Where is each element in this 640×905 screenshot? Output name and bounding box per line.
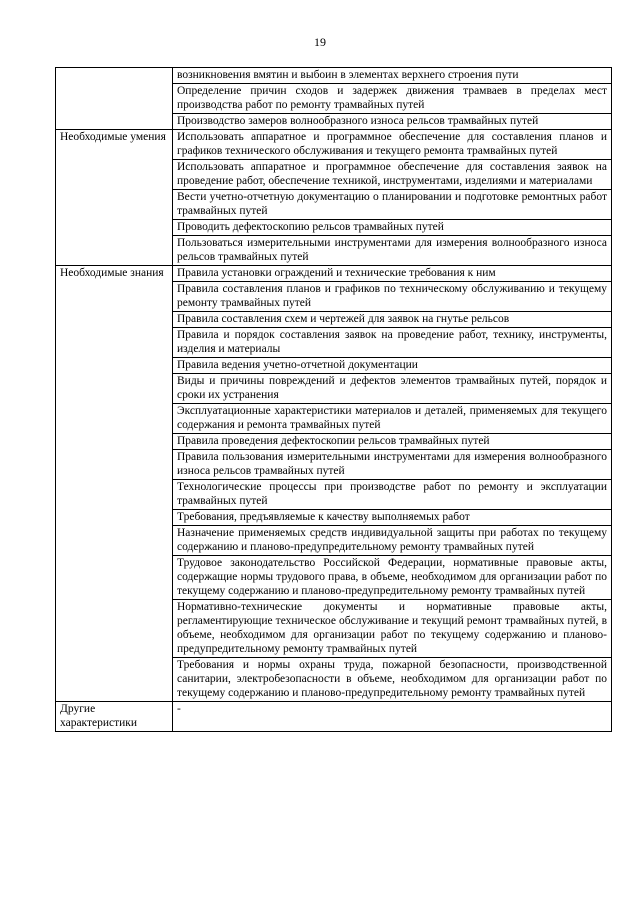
section-label-continuation bbox=[56, 68, 173, 130]
requirement-item: Требования и нормы охраны труда, пожарной безопасности, производственной санитарии, электробезопасности в объеме, необходимом для организации работ по текущему содержанию и планово-предупредительному ремонту трамвайных путей bbox=[173, 658, 612, 702]
requirement-item: Производство замеров волнообразного износа рельсов трамвайных путей bbox=[173, 114, 612, 130]
requirement-item: Проводить дефектоскопию рельсов трамвайных путей bbox=[173, 220, 612, 236]
requirement-item: Нормативно-технические документы и нормативные правовые акты, регламентирующие техническое обслуживание и текущий ремонт трамвайных путей, в объеме, необходимом для организации работ по текущему содержанию и планово-предупредительному ремонту трамвайных путей bbox=[173, 600, 612, 658]
section-label-skills: Необходимые умения bbox=[56, 130, 173, 266]
requirement-item: Правила и порядок составления заявок на проведение работ, технику, инструменты, изделия и материалы bbox=[173, 328, 612, 358]
requirement-item: Вести учетно-отчетную документацию о планировании и подготовке ремонтных работ трамвайных путей bbox=[173, 190, 612, 220]
section-label-knowledge: Необходимые знания bbox=[56, 266, 173, 702]
table-row bbox=[56, 68, 612, 84]
requirement-item: Правила составления планов и графиков по техническому обслуживанию и текущему ремонту трамвайных путей bbox=[173, 282, 612, 312]
requirement-item: Определение причин сходов и задержек движения трамваев в пределах мест производства работ по ремонту трамвайных путей bbox=[173, 84, 612, 114]
table-row bbox=[56, 266, 612, 282]
requirement-item: Правила установки ограждений и технические требования к ним bbox=[173, 266, 612, 282]
requirement-item: Требования, предъявляемые к качеству выполняемых работ bbox=[173, 510, 612, 526]
requirement-item: Пользоваться измерительными инструментами для измерения волнообразного износа рельсов трамвайных путей bbox=[173, 236, 612, 266]
table-row bbox=[56, 702, 612, 732]
requirement-item: Трудовое законодательство Российской Федерации, нормативные правовые акты, содержащие нормы трудового права, в объеме, необходимом для организации работ по текущему содержанию и планово-предупредительному ремонту трамвайных путей bbox=[173, 556, 612, 600]
requirement-item: Правила ведения учетно-отчетной документации bbox=[173, 358, 612, 374]
requirement-item: возникновения вмятин и выбоин в элементах верхнего строения пути bbox=[173, 68, 612, 84]
requirements-table bbox=[55, 67, 612, 732]
requirement-item: Технологические процессы при производстве работ по ремонту и эксплуатации трамвайных путей bbox=[173, 480, 612, 510]
requirement-item: Использовать аппаратное и программное обеспечение для составления заявок на проведение работ, обеспечение техникой, инструментами, изделиями и материалами bbox=[173, 160, 612, 190]
requirement-item: Назначение применяемых средств индивидуальной защиты при работах по текущему содержанию и планово-предупредительному ремонту трамвайных путей bbox=[173, 526, 612, 556]
requirement-item: Использовать аппаратное и программное обеспечение для составления планов и графиков технического обслуживания и текущего ремонта трамвайных путей bbox=[173, 130, 612, 160]
requirement-item: Правила составления схем и чертежей для заявок на гнутье рельсов bbox=[173, 312, 612, 328]
requirement-item: Правила пользования измерительными инструментами для измерения волнообразного износа рельсов трамвайных путей bbox=[173, 450, 612, 480]
requirement-item: Эксплуатационные характеристики материалов и деталей, применяемых для текущего содержания и ремонта трамвайных путей bbox=[173, 404, 612, 434]
table-row bbox=[56, 130, 612, 160]
requirement-item: Правила проведения дефектоскопии рельсов трамвайных путей bbox=[173, 434, 612, 450]
section-label-other: Другие характеристики bbox=[56, 702, 173, 732]
page-number: 19 bbox=[314, 35, 326, 49]
requirement-item: Виды и причины повреждений и дефектов элементов трамвайных путей, порядок и сроки их устранения bbox=[173, 374, 612, 404]
requirement-item: - bbox=[173, 702, 612, 732]
